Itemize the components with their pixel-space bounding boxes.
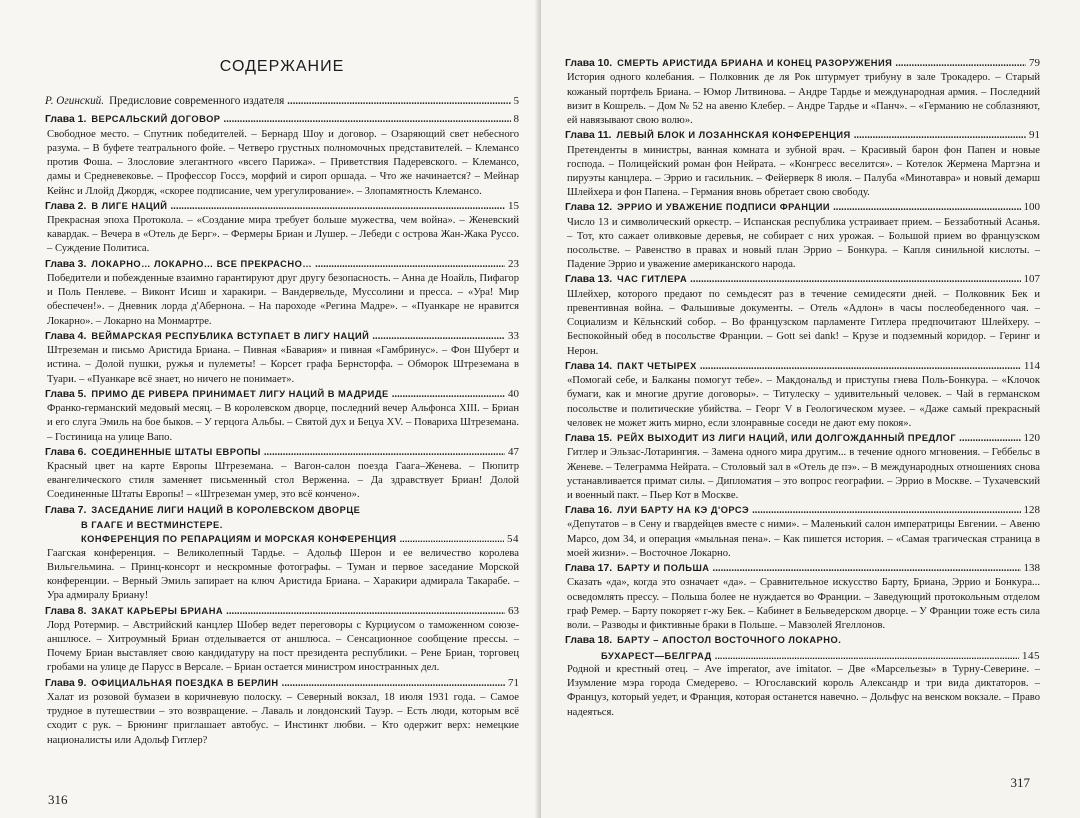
toc-entry-head [45,387,519,402]
chapter-title: ВЕРСАЛЬСКИЙ ДОГОВОР [91,114,221,125]
chapter-description: Лорд Ротермир. – Австрийский канцлер Шобер ведет переговоры с Курциусом о таможенном союзе-аншлюсе. – Хитроумный Бриан отделывается от аншлюса. – Сенсационное сообщение прессы. – Почему Бриан выставляет свою кандидатуру на пост президента республики. – Рене Бриан, торговец гробами на улице де Парусс в Версале. – Бриан остается министром иностранных дел. [47,619,519,674]
dot-leader [264,446,505,460]
toc-entry-head [45,329,519,344]
toc-entry [565,272,1040,358]
chapter-description: Победители и побежденные взаимно гарантируют друг другу безопасность. – Анна де Ноайль, Пифагор и Поль Пенлеве. – Виконт Исиш и харакири. – Вандервельде, Муссолини и пресса. – «Ура! Мир обеспечен!». – Дневник лорда д'Абернона. – На пароходе «Регина Мадре». – «Пуанкаре не нравится Локарно». – Локарно на Монмартре. [47,273,519,327]
chapter-title: ОФИЦИАЛЬНАЯ ПОЕЗДКА В БЕРЛИН [91,677,279,688]
chapter-label: Глава 7. [45,504,87,516]
dot-leader [282,677,505,691]
toc-entry-head [45,257,519,272]
toc-entry [565,503,1040,561]
dot-leader [713,562,1021,576]
chapter-page: 100 [1023,201,1040,214]
chapter-page: 33 [508,329,519,342]
dot-leader [226,605,505,619]
chapter-label: Глава 14. [565,360,613,372]
chapter-label: Глава 15. [565,432,613,444]
chapter-label: Глава 8. [45,605,87,617]
toc-entry-head [565,128,1040,143]
toc-entry [45,676,519,748]
chapter-title: РЕЙХ ВЫХОДИТ ИЗ ЛИГИ НАЦИЙ, ИЛИ ДОЛГОЖДАННЫЙ ПРЕДЛОГ [617,432,957,443]
chapter-subtitle: БУХАРЕСТ—БЕЛГРАД [601,650,712,661]
dot-leader [895,57,1026,71]
chapter-page: 107 [1023,273,1040,286]
preface-page: 5 [513,95,519,107]
chapter-page: 8 [513,113,519,126]
dot-leader [400,532,504,546]
preface-entry [45,94,519,109]
chapter-label: Глава 6. [45,446,87,458]
toc-entry [45,199,519,257]
right-page [541,0,1080,818]
chapter-subtitle-row [565,649,1040,663]
toc-entry-head [45,503,519,518]
chapter-title: ВЕЙМАРСКАЯ РЕСПУБЛИКА ВСТУПАЕТ В ЛИГУ НАЦИЙ [91,330,370,341]
chapter-description: Свободное место. – Спутник победителей. – Бернард Шоу и договор. – Озаряющий свет небесного разума. – В буфете театрального фойе. – Четверо грустных полномочных представителей. – Клемансо против Фоша. – Злословие элегантного «всего Парижа». – Приветствия Падеревского. – Клемансо, дамы и Средневековье. – Профессор Госсэ, морфий и сироп оршада. – Что же начинается? – Мейнар Кейнс и Ллойд Джордж, «скорее подписание, чем урегулирование». – Злопамятность Клемансо. [47,128,519,197]
toc-entry [565,431,1040,503]
toc-entry [45,257,519,329]
chapter-label: Глава 11. [565,130,612,142]
toc-entry [565,633,1040,720]
toc-entry-head [45,604,519,619]
chapter-label: Глава 16. [565,505,613,517]
toc-entry-head [565,431,1040,446]
dot-leader [224,113,511,127]
chapter-label: Глава 17. [565,563,613,575]
chapter-title: СМЕРТЬ АРИСТИДА БРИАНА И КОНЕЦ РАЗОРУЖЕНИЯ [617,58,893,68]
toc-entry-head [45,199,519,214]
dot-leader [700,360,1021,374]
chapter-page: 71 [508,676,519,689]
toc-entry [565,359,1040,431]
chapter-description: История одного колебания. – Полковник де ля Рок штурмует трибуну в зале Трокадеро. – Старый кожаный портфель Бриана. – Юмор Литвинова. – Андре Тардье и международная армия. – Последний визит в Кошрель. – Дом № 52 на авеню Клебер. – Андре Тардье и «Панч». – «Германию не соблазняют, ей навязывают свою волю». [567,72,1040,126]
left-toc-list [45,112,519,747]
chapter-label: Глава 9. [45,677,87,689]
chapter-title: ЛУИ БАРТУ НА КЭ Д'ОРСЭ [617,505,750,516]
dot-leader [372,330,505,344]
dot-leader [690,273,1020,287]
chapter-subtitle: КОНФЕРЕНЦИЯ ПО РЕПАРАЦИЯМ И МОРСКАЯ КОНФЕРЕНЦИЯ [81,534,397,545]
chapter-description: Родной и крестный отец. – Ave imperator, ave imitator. – Две «Марсельезы» в Турну-Северине. – Изумление мэра города Смедерево. – Югославский король Александр и три вида диктаторов. – Француз, который уедет, и Франция, которая останется навечно. – Дольфус на венском вокзале. – Право надеяться. [567,663,1040,718]
chapter-title: ЗАКАТ КАРЬЕРЫ БРИАНА [91,605,224,616]
toc-entry [565,56,1040,128]
page-number-left: 316 [48,792,68,807]
chapter-description: Гаагская конференция. – Великолепный Тардье. – Адольф Шерон и ее величество королева Вильгельмина. – Принц-консорт и нескромные фотографы. – Туман и первое заседание Морской конференции. – Верный Эмиль запирает на ключ Аристида Бриана. – Харакири адмирала Такарабе. – Ура адмиралу Бриану! [47,547,519,602]
chapter-title: ПРИМО ДЕ РИВЕРА ПРИНИМАЕТ ЛИГУ НАЦИЙ В МАДРИДЕ [91,388,389,399]
toc-entry [45,604,519,676]
chapter-subtitle-row [45,518,519,532]
dot-leader [715,649,1019,663]
dot-leader [833,201,1020,215]
chapter-description: Гитлер и Эльзас-Лотарингия. – Замена одного мира другим... в течение одного мгновения. – Геббельс в Женеве. – Телеграмма Нейрата. – Столовый зал в «Отель де пэ». – В международных отношениях снова устанавливается примат силы. – Дипломатия – это вопрос географии. – Эррио в Москве. – Тухачевский и военный пакт. – Пьер Кот в Москве. [567,447,1040,501]
chapter-page: 91 [1029,129,1040,142]
toc-entry [45,445,519,503]
chapter-title: ПАКТ ЧЕТЫРЕХ [617,360,697,371]
dot-leader [170,200,505,214]
toc-entry-head [45,445,519,460]
chapter-description: Претенденты в министры, ванная комната и зубной врач. – Красивый барон фон Папен и новые господа. – Полицейский роман фон Нейрата. – «Конгресс веселится». – Котелок Жермена Мартэна и пируэты канцлера. – Эррио и гасильник. – Фейерверк 8 июля. – Палуба «Минотавра» и новый демарш Шлейхера и фон Папена. – Германия вновь обретает свою свободу. [567,144,1040,199]
chapter-page: 23 [508,257,519,270]
dot-leader [959,432,1020,446]
chapter-page: 138 [1023,562,1040,575]
chapter-page: 120 [1023,431,1040,444]
toc-entry-head [45,112,519,127]
toc-entry [45,503,519,604]
chapter-title: ЗАСЕДАНИЕ ЛИГИ НАЦИЙ В КОРОЛЕВСКОМ ДВОРЦЕ [91,504,361,515]
chapter-page: 54 [507,533,519,546]
chapter-description: «Депутатов – в Сену и гвардейцев вместе с ними». – Маленький салон императрицы Евгении. – Авеню Марсо, дом 34, и операция «мыльная пена». – Как пишется история. – «Самая трагическая страница в моей жизни». – Восточное Локарно. [567,519,1040,559]
chapter-title: ЛОКАРНО… ЛОКАРНО… ВСЕ ПРЕКРАСНО… [91,258,313,269]
toc-entry-head [565,272,1040,287]
page-number-right: 317 [1010,775,1030,790]
chapter-page: 128 [1023,504,1040,517]
toc-entry [45,112,519,198]
dot-leader [315,258,505,272]
chapter-title: ЛЕВЫЙ БЛОК И ЛОЗАННСКАЯ КОНФЕРЕНЦИЯ [616,130,851,141]
toc-entry-head [565,200,1040,215]
chapter-description: «Помогай себе, и Балканы помогут тебе». – Макдональд и приступы гнева Поль-Бонкура. – «Клочок бумаги, как и многие другие договоры». – Титулеску – удивительный человек. – Чай в германском посольстве и политические убийства. – Георг V в Геологическом музее. – «Даже самый прекрасный человек не может жить мирно, если злонравные соседи не дают ему покоя». [567,375,1040,429]
chapter-label: Глава 10. [565,58,613,69]
dot-leader [287,95,510,109]
toc-entry [45,329,519,387]
toc-entry [565,561,1040,633]
toc-entry [565,200,1040,272]
chapter-description: Число 13 и символический оркестр. – Испанская республика устраивает прием. – Беззаботный Асанья. – Тот, кто сажает оливковые деревья, не собирает с них урожая. – Большой прием во французском посольстве. – Равенство в правах и новый план Эррио – Бонкура. – Капля синильной кислоты. – Падение Эррио и уважение американского народа. [567,216,1040,271]
chapter-description: Франко-германский медовый месяц. – В королевском дворце, последний вечер Альфонса XIII. – Бриан и его слуга Эмиль на бое быков. – У герцога Альбы. – Святой дух и Бецуа XV. – Повариха Штреземана. – Гостиница на улице Вапо. [47,403,519,443]
chapter-page: 145 [1022,649,1040,662]
toc-entry [565,128,1040,200]
chapter-description: Красный цвет на карте Европы Штреземана. – Вагон-салон поезда Гаага–Женева. – Пюпитр евангелического стиля заменяет письменный стол Верженна. – Да здравствует Бриан! Долой Соединенные Штаты Европы! – «Штреземан умер, это всё кончено». [47,461,519,501]
chapter-page: 15 [508,199,519,212]
toc-entry-head [565,561,1040,576]
chapter-title: ЭРРИО И УВАЖЕНИЕ ПОДПИСИ ФРАНЦИИ [617,202,831,213]
chapter-label: Глава 13. [565,274,613,286]
toc-entry-head [565,503,1040,518]
chapter-subtitle: В ГААГЕ И ВЕСТМИНСТЕРЕ. [81,520,223,531]
chapter-page: 47 [508,445,519,458]
toc-entry-head [565,359,1040,374]
chapter-description: Халат из розовой бумазеи в коричневую полоску. – Северный вокзал, 18 июля 1931 года. – Самое трудное в путешествии – это возвращение. – Лаваль и лондонский Тауэр. – Есть люди, которым всё сходит с рук. – Брюнинг приглашает автобус. – Инстинкт любви. – Кто одержит верх: немецкие националисты или Адольф Гитлер? [47,692,519,746]
toc-heading: СОДЕРЖАНИЕ [219,58,345,75]
chapter-page: 63 [508,604,519,617]
toc-entry-head [45,676,519,691]
preface-head [45,94,519,109]
chapter-title: БАРТУ И ПОЛЬША [617,563,710,574]
chapter-description: Прекрасная эпоха Протокола. – «Создание мира требует больше мужества, чем война». – Женевский кавардак. – Вечера в «Отель де Берг». – Фермеры Бриан и Лушер. – Лебеди с острова Жан-Жака Руссо. – Суждение Политиса. [47,215,519,255]
chapter-description: Сказать «да», когда это означает «да». – Сравнительное искусство Барту, Бриана, Эррио и Бонкура... осведомлять прессу. – Польша более не нуждается во Франции. – Заведующий протокольным отделом граф Ремер. – Барту покоряет г-жу Бек. – Кабинет в Бельведерском дворце. – У Франции тоже есть сила воли. – Разводы и фиктивные браки в Польше. – Мавзолей Ягеллонов. [567,577,1040,632]
chapter-title: В ЛИГЕ НАЦИЙ [91,200,168,211]
chapter-description: Шлейхер, которого предают по семьдесят раз в течение семидесяти дней. – Полковник Бек и превентивная война. – Фальшивые документы. – Отель «Адлон» в часы послеобеденного чая. – Социализм и Кёльнский собор. – Во французском парламенте Гитлера предпочитают Шлейхеру. – Беспокойный обед в посольстве Франции. – Gott sei dank! – Крузе и подземный коридор. – Геринг и Нерон. [567,288,1040,357]
chapter-title: БАРТУ – АПОСТОЛ ВОСТОЧНОГО ЛОКАРНО. [617,635,842,646]
preface-author: Р. Огинский. [45,95,105,107]
dot-leader [854,129,1026,143]
chapter-title: СОЕДИНЕННЫЕ ШТАТЫ ЕВРОПЫ [91,446,261,457]
right-toc-list [565,56,1040,720]
chapter-page: 40 [508,387,519,400]
chapter-label: Глава 5. [45,388,87,400]
chapter-title: ЧАС ГИТЛЕРА [617,274,688,285]
toc-entry-head [565,633,1040,648]
chapter-label: Глава 1. [45,114,87,126]
chapter-label: Глава 12. [565,202,613,214]
preface-title: Предисловие современного издателя [109,95,285,107]
chapter-subtitle-row [45,532,519,546]
chapter-page: 114 [1023,359,1040,372]
chapter-label: Глава 4. [45,330,87,342]
chapter-label: Глава 2. [45,200,87,212]
chapter-label: Глава 18. [565,635,613,647]
toc-entry [45,387,519,445]
dot-leader [752,504,1020,518]
chapter-description: Штреземан и письмо Аристида Бриана. – Пивная «Бавария» и пивная «Гамбринус». – Фон Шуберт и истина. – Долой пушки, ружья и пулеметы! – Корсет графа Бернсторфа. – Обморок Штреземана в Туари. – «Пуанкаре всё знает, но ничего не понимает». [47,345,519,385]
dot-leader [392,388,505,402]
toc-entry-head [565,56,1040,71]
chapter-page: 79 [1029,57,1040,69]
chapter-label: Глава 3. [45,258,87,270]
